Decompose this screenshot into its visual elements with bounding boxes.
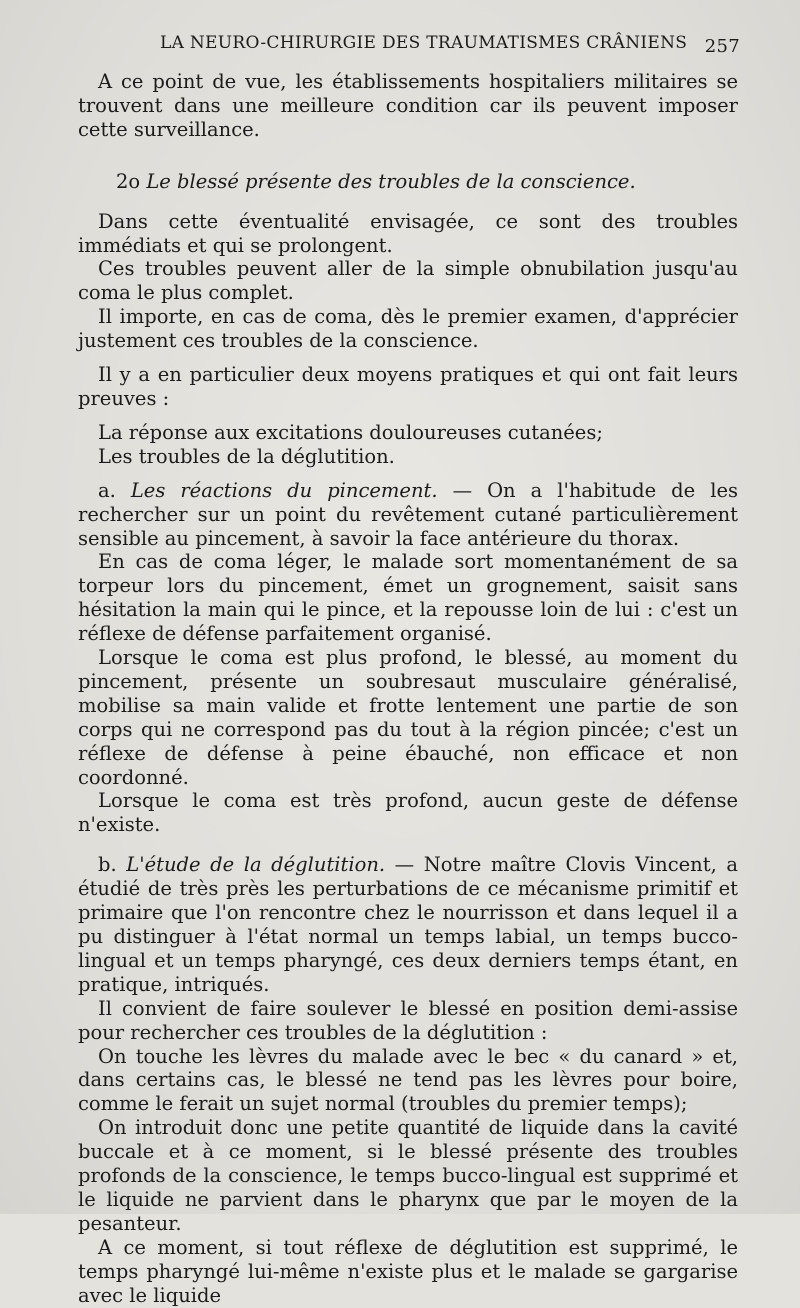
subsection-title: Les réactions du pincement.	[130, 478, 438, 502]
subsection-label: a.	[98, 478, 131, 502]
list-item: La réponse aux excitations douloureuses cutanées;	[98, 420, 603, 444]
body-text	[78, 70, 738, 1308]
section-number: 2o	[116, 169, 147, 193]
page-number: 257	[704, 36, 740, 57]
header-title: LA NEURO-CHIRURGIE DES TRAUMATISMES CRÂNIENS	[160, 33, 688, 53]
paragraph: Il convient de faire soulever le blessé en position demi-assise pour rechercher ces troubles de la déglutition :	[78, 996, 738, 1044]
paragraph: Il y a en particulier deux moyens pratiques et qui ont fait leurs preuves :	[78, 363, 738, 410]
paragraph: A ce moment, si tout réflexe de déglutition est supprimé, le temps pharyngé lui-même n'existe plus et le malade se gargarise avec le liquide	[78, 1235, 738, 1307]
section-title: Le blessé présente des troubles de la conscience.	[146, 169, 636, 193]
paragraph: A ce point de vue, les établissements hospitaliers militaires se trouvent dans une meilleure condition car ils peuvent imposer cette surveillance.	[78, 70, 738, 141]
list-item: Les troubles de la déglutition.	[98, 444, 395, 468]
paragraph: On introduit donc une petite quantité de liquide dans la cavité buccale et à ce moment, si le blessé présente des troubles profonds de la conscience, le temps bucco-lingual est supprimé et le liquide ne parvient dans le pharynx que par le moyen de la pesanteur.	[78, 1116, 738, 1235]
paragraph: Lorsque le coma est plus profond, le blessé, au moment du pincement, présente un soubresaut musculaire généralisé, mobilise sa main valide et frotte lentement une partie de son corps qui ne correspond pas du tout à la région pincée; c'est un réflexe de défense à peine ébauché, non efficace et non coordonné.	[78, 646, 738, 789]
subsection-text: — On a l'habitude de les rechercher sur un point du revêtement cutané particulièrement sensible au pincement, à savoir la face antérieure du thorax.	[78, 478, 738, 550]
paragraph: Dans cette éventualité envisagée, ce sont des troubles immédiats et qui se prolongent.	[78, 209, 738, 257]
paragraph: Lorsque le coma est très profond, aucun geste de défense n'existe.	[78, 789, 738, 837]
paragraph: En cas de coma léger, le malade sort momentanément de sa torpeur lors du pincement, émet un grognement, saisit sans hésitation la main qui le pince, et la repousse loin de lui : c'est un réflexe de défense parfaitement organisé.	[78, 550, 738, 646]
section-heading	[78, 170, 738, 194]
subsection-label: b.	[98, 853, 127, 877]
paragraph: On touche les lèvres du malade avec le bec « du canard » et, dans certains cas, le blessé ne tend pas les lèvres pour boire, comme le ferait un sujet normal (troubles du premier temps);	[78, 1044, 738, 1116]
subsection-text: — Notre maître Clovis Vincent, a étudié de très près les perturbations de ce mécanisme primitif et primaire que l'on rencontre chez le nourrisson et dans lequel il a pu distinguer à l'état normal un temps labial, un temps bucco-lingual et un temps pharyngé, ces deux derniers temps étant, en pratique, intriqués.	[78, 853, 738, 996]
paragraph: Il importe, en cas de coma, dès le premier examen, d'apprécier justement ces troubles de la conscience.	[78, 305, 738, 353]
paragraph: Ces troubles peuvent aller de la simple obnubilation jusqu'au coma le plus complet.	[78, 257, 738, 305]
subsection-a	[78, 479, 738, 551]
subsection-b	[78, 853, 738, 996]
subsection-title: L'étude de la déglutition.	[126, 853, 386, 877]
